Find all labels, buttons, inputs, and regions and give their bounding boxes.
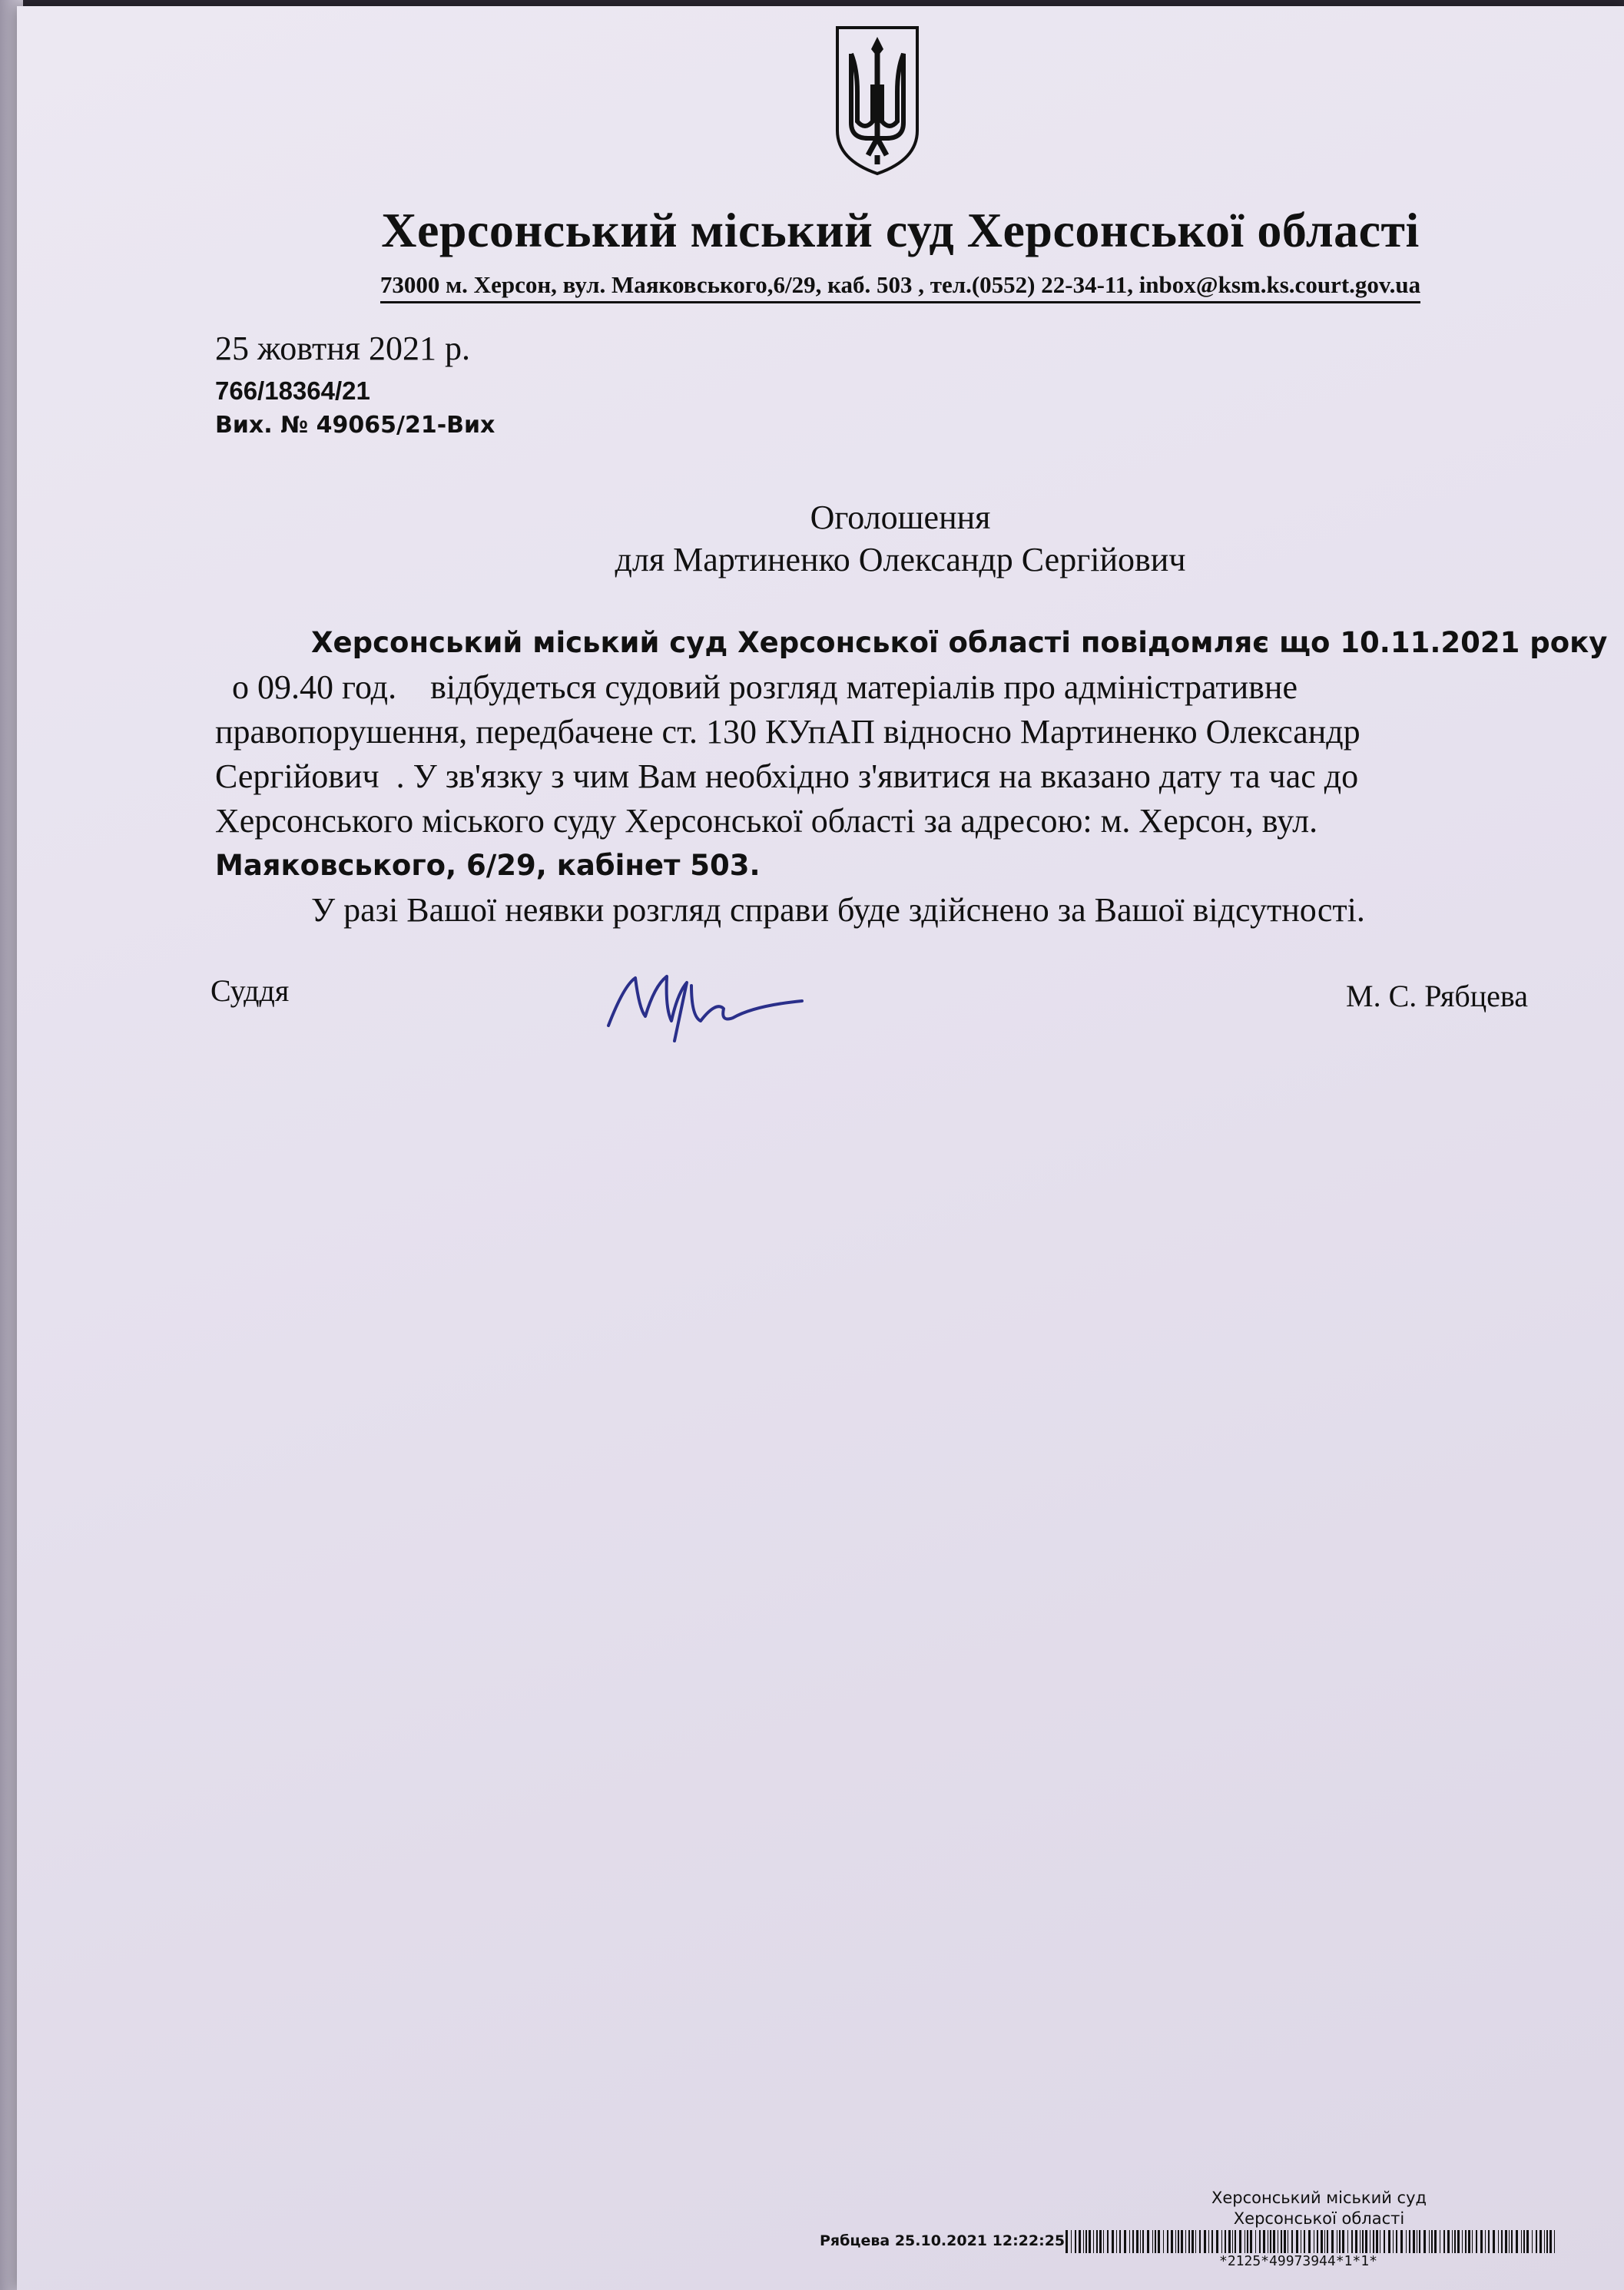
case-number: 766/18364/21 xyxy=(215,376,370,405)
outgoing-number: Вих. № 49065/21-Вих xyxy=(215,412,495,439)
court-address: 73000 м. Херсон, вул. Маяковського,6/29, каб. 503 , тел.(0552) 22-34-11, inbox@ksm.ks.court.gov.ua xyxy=(17,271,1624,299)
body-line: Сергійович . У зв'язку з чим Вам необхідно з'явитися на вказано дату та час до xyxy=(215,757,1359,795)
body-line: правопорушення, передбачене ст. 130 КУпАП відносно Мартиненко Олександр xyxy=(215,713,1361,751)
body-line: Маяковського, 6/29, кабінет 503. xyxy=(215,849,761,882)
announcement-recipient: для Мартиненко Олександр Сергійович xyxy=(615,541,1186,578)
body-line: о 09.40 год. відбудеться судовий розгляд матеріалів про адміністративне xyxy=(232,668,1298,706)
judge-name: М. С. Рябцева xyxy=(1346,979,1528,1013)
trident-emblem-icon xyxy=(831,23,923,177)
body-line: Херсонський міський суд Херсонської області повідомляє що 10.11.2021 року xyxy=(311,626,1608,659)
announcement-body xyxy=(215,621,1608,933)
document-page xyxy=(17,6,1624,2290)
barcode-number: *2125*49973944*1*1* xyxy=(1219,2253,1377,2269)
body-line: Херсонського міського суду Херсонської області за адресою: м. Херсон, вул. xyxy=(215,802,1318,840)
judge-role: Суддя xyxy=(210,973,290,1008)
court-title: Херсонський міський суд Херсонської області xyxy=(381,203,1420,257)
announcement-title: Оголошення xyxy=(810,499,991,536)
body-line: У разі Вашої неявки розгляд справи буде здійснено за Вашої відсутності. xyxy=(311,891,1365,929)
handwritten-signature xyxy=(601,955,816,1047)
letter-date: 25 жовтня 2021 р. xyxy=(215,330,470,367)
electronic-stamp-court: Херсонський міський суд Херсонської області xyxy=(1211,2189,1427,2228)
electronic-signature-label: Рябцева 25.10.2021 12:22:25 xyxy=(820,2232,1066,2249)
barcode-icon xyxy=(1066,2230,1561,2253)
